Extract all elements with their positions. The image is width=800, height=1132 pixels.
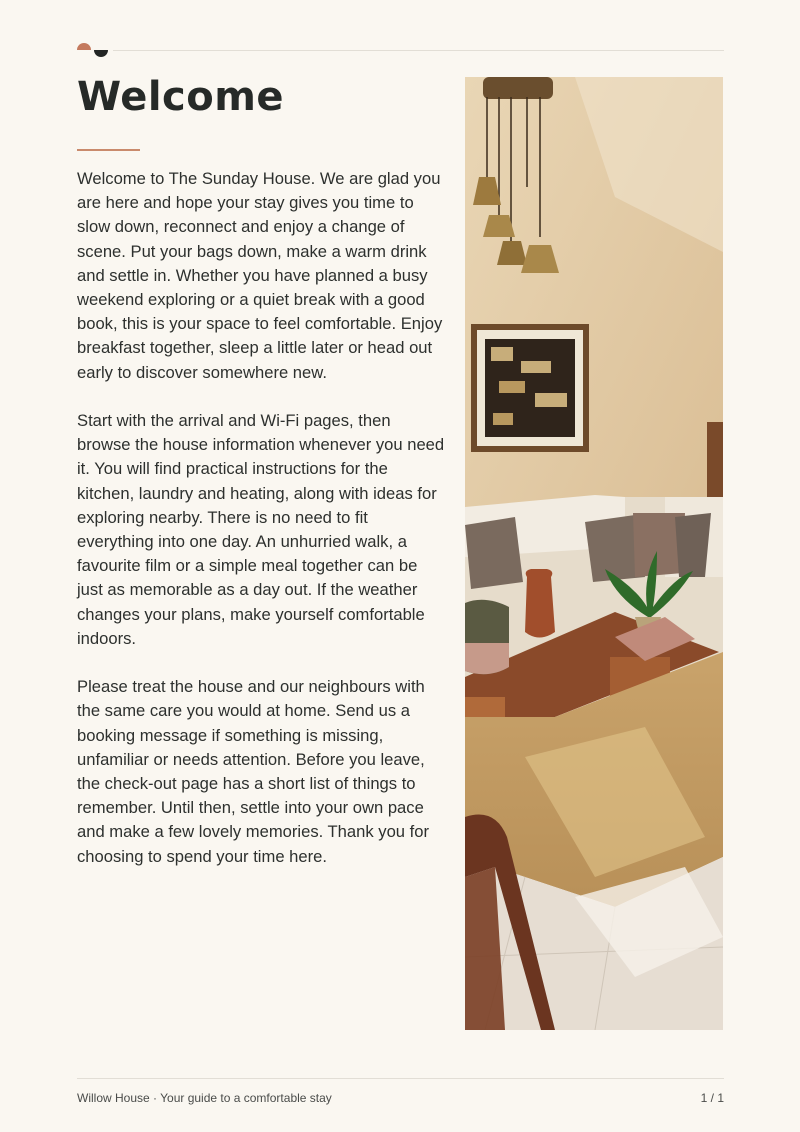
dark-half-circle-icon — [94, 50, 108, 57]
page-number: 1 / 1 — [700, 1091, 724, 1105]
title-accent-rule — [77, 149, 140, 151]
paragraph-2: Start with the arrival and Wi-Fi pages, then browse the house information whenever you need it. You will find practical instructions for the kitchen, laundry and heating, along with ideas for exploring nearby. There is no need to fit everything into one day. An unhurried walk, a favourite film or a simple meal together can be just as memorable as a day out. If the weather changes your plans, make yourself comfortable indoors. — [77, 411, 445, 648]
welcome-body — [77, 167, 447, 893]
header-rule — [113, 50, 724, 51]
living-room-photo — [465, 77, 723, 1030]
page-title: Welcome — [77, 74, 285, 120]
paragraph-3: Please treat the house and our neighbours with the same care you would at home. Send us a booking message if something is missing, unfamiliar or needs attention. Before you leave, the check-out page has a short list of things to remember. Until then, settle into your own pace and make a few lovely memories. Thank you for choosing to spend your time here. — [77, 677, 430, 866]
footer-caption: Willow House · Your guide to a comfortable stay — [77, 1091, 332, 1105]
header-decoration — [77, 43, 724, 59]
footer-rule — [77, 1078, 724, 1079]
terracotta-half-circle-icon — [77, 43, 91, 50]
paragraph-1: Welcome to The Sunday House. We are glad you are here and hope your stay gives you time to slow down, reconnect and enjoy a change of scene. Put your bags down, make a warm drink and settle in. Whether you have planned a busy weekend exploring or a quiet break with a good book, this is your space to feel comfortable. Enjoy breakfast together, sleep a little later or head out early to discover somewhere new. — [77, 169, 443, 382]
